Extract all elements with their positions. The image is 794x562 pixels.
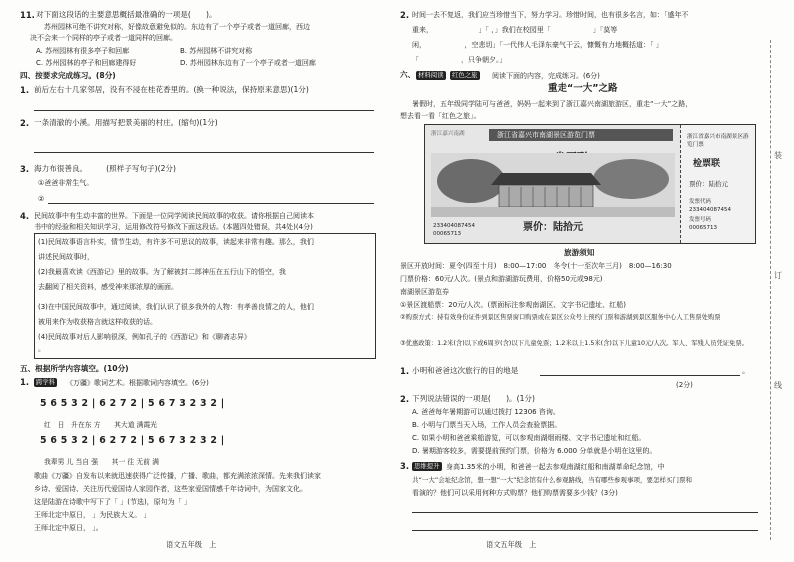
passage-line: (4)民间故事对后人影响很深，例如孔子的《西游记》和《聊斋志异》: [38, 333, 251, 341]
ticket-image: [424, 124, 756, 244]
section-title: 五、根据所学内容填空。(10分): [20, 364, 129, 373]
section-title: 四、按要求完成练习。(8分): [20, 71, 116, 80]
left-page: [0, 0, 390, 562]
ticket-code: 00065713: [433, 231, 461, 237]
stub-code-label: 发票代码: [689, 199, 712, 205]
intro-line: 暑假时，五年级同学陆可与爸爸，妈妈一起来到了浙江嘉兴南湖旅游区，重走“一大”之路，: [412, 100, 693, 108]
option-a[interactable]: A. 苏州园林有很多亭子和回廊: [36, 47, 130, 55]
jianpu-line: 5 6 5 3 2 | 6 2 7 2 | 5 6 7 3 2 3 2 |: [40, 435, 225, 446]
question-number: 1.: [20, 85, 30, 95]
answer-line[interactable]: [34, 110, 374, 111]
theme-tag: 红色之旅: [452, 71, 478, 79]
ticket-price: 票价：陆拾元: [523, 222, 583, 233]
answer-line[interactable]: [34, 152, 374, 153]
answer-line[interactable]: [540, 375, 740, 376]
paragraph-line: 这是陆游在诗歌中写下了「 」(节选)，原句为「 」: [34, 498, 191, 506]
right-page: [390, 0, 794, 562]
notice-line: ②购票方式：持有效身份证件到景区售票窗口购票或在景区公众号上预约门票和游湖到景区服务中心人工售票处购票: [400, 314, 721, 321]
stub-price: 票价：陆拾元: [689, 180, 728, 188]
question-number: 1.: [400, 366, 410, 376]
option-b[interactable]: B. 小明与门票当天入场，工作人员会查验票据。: [412, 421, 562, 429]
question-line: 共“一大”会址纪念馆，想一想“一大”纪念馆有什么参观路线，当有哪些参观事项，要怎样买门票和: [412, 476, 692, 484]
passage-line: 讲述民间故事时，: [38, 253, 94, 261]
question-number: 2.: [20, 118, 30, 128]
question-number: 2.: [400, 10, 410, 20]
question-stem: 《万疆》歌词艺术。根据歌词内容填空。(6分): [66, 379, 209, 387]
question-line: 闲， ，空悲切」「一代伟人毛泽东豪气干云，慷慨有力地概括道：「 」: [412, 41, 663, 49]
material-tag: 材料阅读: [418, 71, 444, 79]
answer-line[interactable]: [412, 530, 758, 531]
binding-mark: 订: [774, 271, 782, 280]
question-stem: 民间故事中有生动丰富的世界。下面是一位同学阅读民间故事的收获。请你根据自己阅读本: [34, 212, 314, 220]
binding-mark: 线: [774, 381, 782, 390]
passage-line: (2)我最喜欢读《西游记》里的故事。为了解被封二郎神压在五行山下的悟空，我: [38, 268, 286, 276]
stub-title: 浙江省嘉兴市南湖景区游览门票: [687, 134, 749, 148]
passage-line: 被用来作为收获格言就这样收获的话。: [38, 318, 157, 326]
notice-line: 南湖景区游览券: [400, 288, 449, 296]
question-number: 3.: [20, 164, 30, 174]
answer-line[interactable]: [48, 203, 374, 204]
option-c[interactable]: C. 苏州园林的亭子和回廊建得好: [36, 59, 137, 67]
stub-code: 00065713: [689, 225, 717, 231]
paragraph-line: 王师北定中原日， 」。: [34, 524, 103, 532]
question-number: 4.: [20, 211, 30, 221]
page-footer: 语文五年级 上: [486, 540, 537, 549]
question-line: 重来， 」「 ，」我们在校园里「 」「莫等: [412, 26, 618, 34]
ticket-title: 浙江省嘉兴市南湖景区游览门票: [497, 131, 595, 139]
question-number: 11.: [20, 10, 35, 20]
notice-line: ③优惠政策：1.2米(含)以下或6周岁(含)以下儿童免票；1.2米以上1.5米(含)以下儿童10元/人次。军人、军残人员凭证免票。: [400, 340, 748, 347]
question-line: 看演的？他们可以采用何种方式购票？他们购票需要多少钱？(3分): [412, 489, 618, 497]
thinking-tag: 思维提升: [414, 462, 440, 470]
option-a[interactable]: A. 爸爸每年暑期游可以通过拨打 12306 咨询。: [412, 408, 560, 416]
question-number: 2.: [400, 394, 410, 404]
question-number: 1.: [20, 377, 30, 387]
lyrics-line: 红 日 升在东 方 其大道 满霞光: [44, 421, 158, 429]
question-number: 3.: [400, 461, 410, 471]
answer-line[interactable]: [412, 512, 758, 513]
binding-mark: 装: [774, 151, 782, 160]
passage-line: 去翻阅了相关资料，感受神来那浓厚的画面。: [38, 283, 178, 291]
option-b[interactable]: B. 苏州园林不讲究对称: [180, 47, 253, 55]
ticket-stub: [681, 125, 755, 243]
ticket-building-illustration: [431, 153, 675, 217]
passage-line: (3)在中国民间故事中，通过阅读，我们认识了很多我外的人物：有孝善良情之的人，他们: [38, 303, 314, 311]
passage-line: 苏州园林可绝不讲究对称，好像故意避免似的。东边有了一个亭子或者一道回廊，西边: [44, 23, 310, 31]
passage-line: 决不会来一个同样的亭子或者一道同样的回廊。: [30, 34, 177, 42]
intro-line: 想去看一看「红色之旅」。: [400, 112, 481, 120]
stub-code-label: 发票号码: [689, 217, 712, 223]
option-d[interactable]: D. 苏州园林东边有了一个亭子或者一道回廊: [180, 59, 316, 67]
question-stem: 小明和爸爸这次旅行的目的地是: [412, 366, 519, 375]
ticket-code: 233404087454: [433, 223, 475, 229]
jianpu-line: 5 6 5 3 2 | 6 2 7 2 | 5 6 7 3 2 3 2 |: [40, 398, 225, 409]
notice-line: 门票价格：60元/人次。(景点和游湖游玩费用，价格50元或98元): [400, 275, 603, 283]
binding-line: [770, 40, 771, 540]
example-line: ①爸爸非常生气。: [38, 179, 94, 187]
example-line: ②: [38, 195, 45, 203]
paragraph-line: 乡诗、爱国诗、关注历代爱国诗人家园作者，这些家爱国情感千年诗词中，为国家文化。: [34, 485, 307, 493]
question-line: 身高1.35米的小明，和爸爸一起去参观南湖红船和南湖革命纪念馆，中: [446, 463, 665, 471]
interdisciplinary-tag: 跨学科: [36, 378, 56, 386]
question-end: 。: [742, 366, 750, 375]
notice-line: 景区开放时间：夏令(四至十月) 8:00—17:00 冬令(十一至次年三月) 8:00—16:30: [400, 262, 672, 270]
section-stem: 阅读下面的内容，完成练习。(6分): [492, 72, 600, 80]
passage-line: 。: [38, 345, 45, 353]
paragraph-line: 王师北定中原日， 」为民族大义。 」: [34, 511, 151, 519]
option-d[interactable]: D. 暑期游客较多，需要提前预约门票，价格为 6.000 分单就是小明在这里的。: [412, 447, 657, 455]
question-stem: 下列说法错误的一项是( )。(1分): [412, 394, 535, 403]
paragraph-line: 歌曲《万疆》自发布以来就迅速获得广泛传播，广播、歌曲，都充满浓浓深情。先来我们读家: [34, 472, 321, 480]
question-stem: 海力布很善良。 (照样子写句子)(2分): [34, 164, 176, 173]
stub-code: 233404087454: [689, 207, 731, 213]
ticket-badge: 浙江嘉兴南湖: [431, 131, 465, 137]
question-stem: 对下面这段话的主要意思概括最准确的一项是( )。: [36, 10, 217, 19]
question-stem: 前后左右十几家邻居，没有不浸在桂花香里的。(换一种说法，保持原来意思)(1分): [34, 85, 309, 94]
notice-line: ①景区渡船票：20元/人次。(票面标注参观南湖区、文字书记遗址、红船): [400, 301, 627, 309]
page-footer: 语文五年级 上: [166, 540, 217, 549]
passage-line: (1)民间故事语言朴实，情节生动，有许多不可思议的故事，读起来非常有趣。那么，我们: [38, 238, 314, 246]
ticket-main: [425, 125, 681, 243]
question-stem: 一条清澈的小溪。用描写把景美丽的村庄。(缩句)(1分): [34, 118, 218, 127]
article-heading: 重走“一大”之路: [548, 83, 618, 94]
section-title: 六、: [400, 70, 416, 79]
question-line: 「 ，只争朝夕。」: [412, 56, 507, 64]
question-points: (2分): [676, 381, 693, 389]
question-line: 时间一去不复返，我们应当珍惜当下，努力学习。珍惜时间，也有很多名言，如：「盛年不: [412, 11, 689, 19]
lyrics-line: 我辈男 儿 当自 强 其一 往 无前 满: [44, 458, 159, 466]
stub-main-label: 检票联: [693, 159, 721, 169]
option-c[interactable]: C. 如果小明和爸爸乘船游览，可以参观南湖烟雨楼、文字书记遗址和红船。: [412, 434, 646, 442]
notice-title: 旅游须知: [564, 248, 595, 257]
question-stem: 书中的经验和相关知识学习，运用修改符号修改下面这段话。(本题四处错误，共4处)(4分): [34, 223, 313, 231]
